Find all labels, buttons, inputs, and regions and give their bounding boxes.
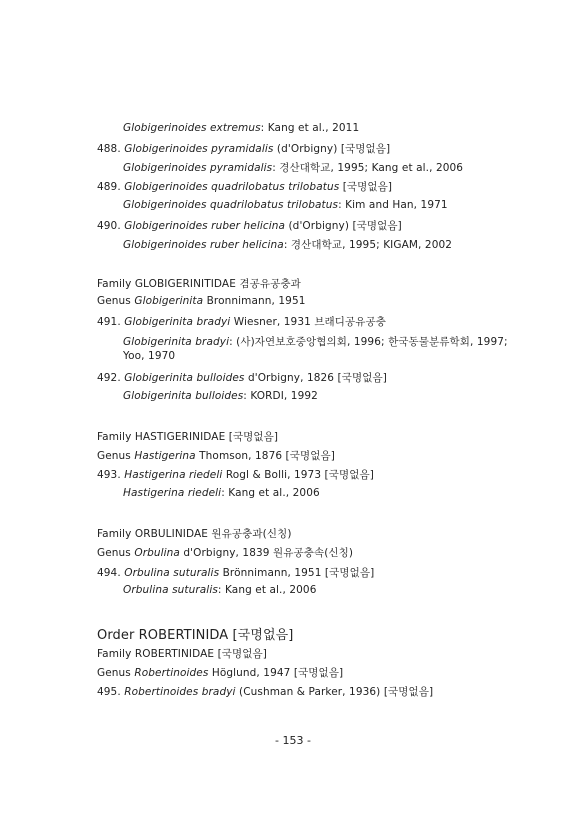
text-line bbox=[123, 350, 175, 362]
taxon-name: Globigerinoides ruber helicina bbox=[124, 220, 286, 232]
text-span: (d'Orbigny) [국명없음] bbox=[285, 220, 402, 232]
text-span: Family GLOBIGERINITIDAE 겸공유공충과 bbox=[97, 278, 301, 290]
text-span: Family ORBULINIDAE 원유공충과(신칭) bbox=[97, 528, 292, 540]
species-entry bbox=[97, 370, 387, 385]
text-line bbox=[123, 122, 359, 134]
species-entry bbox=[97, 467, 374, 482]
taxon-name: Globigerinoides quadrilobatus trilobatus bbox=[123, 199, 339, 211]
species-entry bbox=[97, 141, 390, 156]
text-span: (d'Orbigny) [국명없음] bbox=[273, 143, 391, 155]
text-line bbox=[123, 334, 508, 349]
text-span: (Cushman & Parker, 1936) [국명없음] bbox=[235, 686, 434, 698]
taxon-name: Globigerinoides quadrilobatus trilobatus bbox=[124, 181, 340, 193]
taxon-name: Orbulina suturalis bbox=[123, 584, 218, 596]
text-span: 494. bbox=[97, 567, 125, 579]
text-span: Rogl & Bolli, 1973 [국명없음] bbox=[222, 469, 374, 481]
taxon-name: Hastigerina bbox=[134, 450, 196, 462]
taxon-name: Globigerinita bulloides bbox=[124, 372, 245, 384]
taxon-name: Hastigerina riedeli bbox=[124, 469, 223, 481]
text-span: [국명없음] bbox=[339, 181, 393, 193]
taxon-name: Robertinoides bbox=[134, 667, 209, 679]
text-span: 489. bbox=[97, 181, 125, 193]
text-span: Family ROBERTINIDAE [국명없음] bbox=[97, 648, 267, 660]
taxon-name: Globigerinoides ruber helicina bbox=[123, 239, 284, 251]
text-span: : 경산대학교, 1995; KIGAM, 2002 bbox=[283, 239, 453, 251]
genus-heading bbox=[97, 295, 306, 307]
text-span: Yoo, 1970 bbox=[123, 350, 176, 362]
taxon-name: Globigerinoides pyramidalis bbox=[124, 143, 274, 155]
text-line bbox=[123, 487, 320, 499]
text-span: 490. bbox=[97, 220, 125, 232]
text-span: 492. bbox=[97, 372, 125, 384]
text-span: Genus bbox=[97, 547, 135, 559]
genus-heading bbox=[97, 545, 353, 560]
text-span: : Kang et al., 2006 bbox=[221, 487, 320, 499]
text-span: 495. bbox=[97, 686, 125, 698]
page-number: - 153 - bbox=[275, 734, 311, 747]
text-span: Order ROBERTINIDA [국명없음] bbox=[97, 628, 294, 643]
text-span: d'Orbigny, 1826 [국명없음] bbox=[244, 372, 387, 384]
text-span: Family HASTIGERINIDAE [국명없음] bbox=[97, 431, 279, 443]
text-span: Brönnimann, 1951 [국명없음] bbox=[219, 567, 375, 579]
taxon-name: Orbulina bbox=[134, 547, 180, 559]
order-heading bbox=[97, 624, 293, 643]
family-heading bbox=[97, 276, 301, 291]
text-span: : Kang et al., 2011 bbox=[260, 122, 360, 134]
text-span: Thomson, 1876 [국명없음] bbox=[195, 450, 335, 462]
text-line bbox=[123, 160, 463, 175]
text-span: : (사)자연보호중앙협의회, 1996; 한국동물분류학회, 1997; bbox=[229, 336, 508, 348]
genus-heading bbox=[97, 665, 343, 680]
text-line bbox=[123, 584, 317, 596]
taxon-name: Globigerinita bbox=[134, 295, 204, 307]
text-span: Genus bbox=[97, 295, 135, 307]
species-entry bbox=[97, 218, 402, 233]
text-span: Genus bbox=[97, 667, 135, 679]
taxon-name: Globigerinita bradyi bbox=[123, 336, 230, 348]
text-span: Wiesner, 1931 브래디공유공충 bbox=[230, 316, 387, 328]
taxon-name: Globigerinoides extremus bbox=[123, 122, 261, 134]
genus-heading bbox=[97, 448, 335, 463]
family-heading bbox=[97, 646, 267, 661]
text-span: 491. bbox=[97, 316, 125, 328]
taxon-name: Globigerinita bulloides bbox=[123, 390, 244, 402]
taxon-name: Robertinoides bradyi bbox=[124, 686, 236, 698]
text-span: 493. bbox=[97, 469, 125, 481]
taxon-name: Globigerinita bradyi bbox=[124, 316, 231, 328]
species-entry bbox=[97, 684, 433, 699]
taxon-name: Hastigerina riedeli bbox=[123, 487, 222, 499]
text-span: 488. bbox=[97, 143, 125, 155]
family-heading bbox=[97, 429, 278, 444]
text-span: Höglund, 1947 [국명없음] bbox=[208, 667, 344, 679]
text-span: : 경산대학교, 1995; Kang et al., 2006 bbox=[272, 162, 464, 174]
taxon-name: Orbulina suturalis bbox=[124, 567, 220, 579]
text-span: : KORDI, 1992 bbox=[243, 390, 318, 402]
text-span: Bronnimann, 1951 bbox=[203, 295, 306, 307]
text-line bbox=[123, 237, 452, 252]
text-span: : Kim and Han, 1971 bbox=[338, 199, 448, 211]
text-span: d'Orbigny, 1839 원유공충속(신칭) bbox=[179, 547, 354, 559]
species-entry bbox=[97, 179, 392, 194]
taxon-name: Globigerinoides pyramidalis bbox=[123, 162, 273, 174]
text-span: Genus bbox=[97, 450, 135, 462]
species-entry bbox=[97, 314, 386, 329]
text-line bbox=[123, 390, 318, 402]
species-entry bbox=[97, 565, 374, 580]
text-line bbox=[123, 199, 448, 211]
family-heading bbox=[97, 526, 292, 541]
text-span: : Kang et al., 2006 bbox=[217, 584, 317, 596]
